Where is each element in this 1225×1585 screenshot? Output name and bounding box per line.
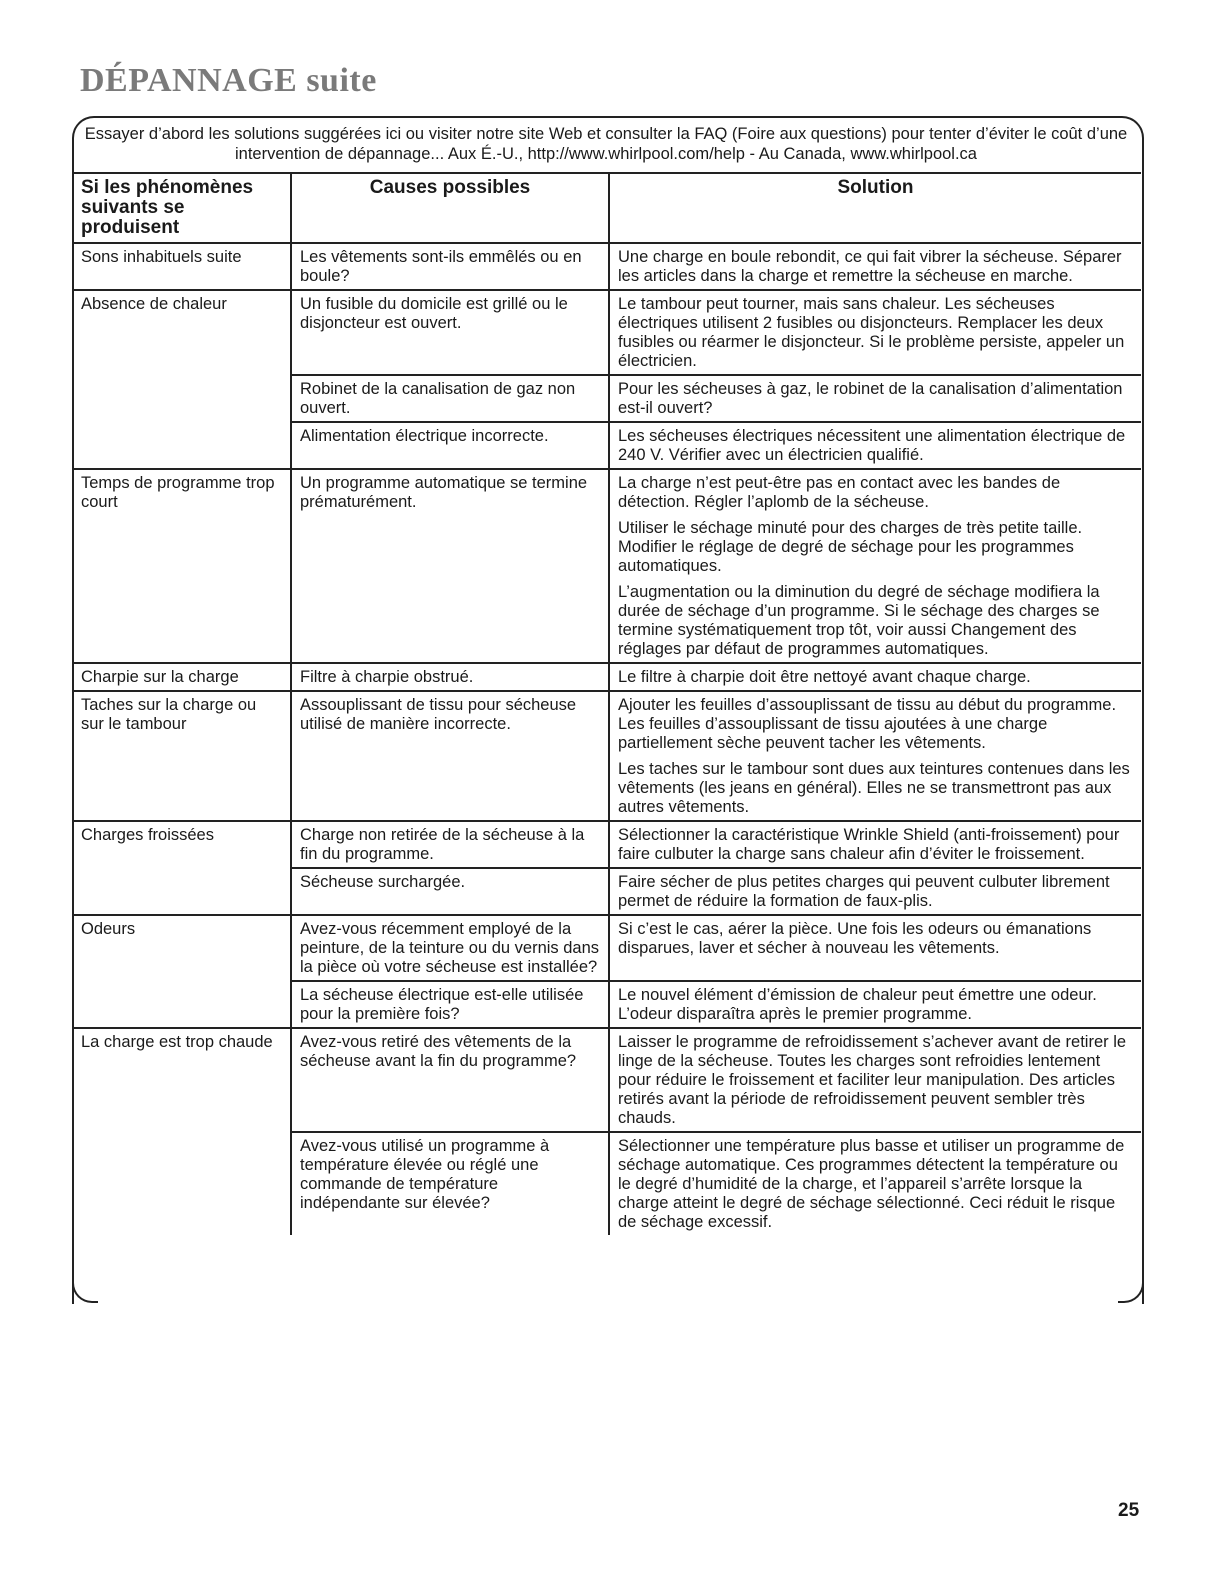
cause-cell: Assouplissant de tissu pour sécheuse utilisé de manière incorrecte. <box>291 691 609 821</box>
table-row <box>73 691 1141 821</box>
cause-cell: Filtre à charpie obstrué. <box>291 663 609 691</box>
solution-paragraph: Si c’est le cas, aérer la pièce. Une fois les odeurs ou émanations disparues, laver et sécher à nouveau les vêtements. <box>618 920 1092 957</box>
table-row <box>73 290 1141 375</box>
symptom-cell: Charges froissées <box>73 821 291 915</box>
table-row <box>73 821 1141 868</box>
table-row <box>73 1028 1141 1132</box>
page-title: DÉPANNAGE suite <box>80 62 377 99</box>
cause-cell: Avez-vous récemment employé de la peinture, de la teinture ou du vernis dans la pièce où votre sécheuse est installée? <box>291 915 609 981</box>
solution-paragraph: La charge n’est peut-être pas en contact avec les bandes de détection. Régler l’aplomb de la sécheuse. <box>618 474 1061 511</box>
solution-paragraph: Utiliser le séchage minuté pour des charges de très petite taille. Modifier le réglage de degré de séchage pour les programmes automatiques. <box>618 519 1083 575</box>
symptom-cell: La charge est trop chaude <box>73 1028 291 1235</box>
solution-paragraph: L’augmentation ou la diminution du degré de séchage modifiera la durée de séchage d’un programme. Si le séchage des charges se termine systématiquement trop tôt, voir aussi Changement des réglages par défaut de programmes automatiques. <box>618 583 1100 658</box>
cause-cell: Un programme automatique se termine prématurément. <box>291 469 609 663</box>
table-row <box>73 663 1141 691</box>
symptom-cell: Charpie sur la charge <box>73 663 291 691</box>
solution-paragraph: Le filtre à charpie doit être nettoyé avant chaque charge. <box>618 668 1031 686</box>
table-row <box>73 469 1141 663</box>
cause-cell: La sécheuse électrique est-elle utilisée pour la première fois? <box>291 981 609 1028</box>
solution-paragraph: Les sécheuses électriques nécessitent une alimentation électrique de 240 V. Vérifier avec un électricien qualifié. <box>618 427 1126 464</box>
header-solution: Solution <box>609 173 1141 243</box>
solution-cell <box>609 290 1141 375</box>
solution-paragraph: Le nouvel élément d’émission de chaleur peut émettre une odeur. L’odeur disparaîtra après le premier programme. <box>618 986 1097 1023</box>
solution-paragraph: Ajouter les feuilles d’assouplissant de tissu au début du programme. Les feuilles d’assouplissant de tissu ajoutées à une charge partiellement sèche peuvent tacher les vêtements. <box>618 696 1117 752</box>
solution-cell <box>609 469 1141 663</box>
solution-cell <box>609 915 1141 981</box>
table-row <box>73 915 1141 981</box>
symptom-cell: Absence de chaleur <box>73 290 291 469</box>
solution-paragraph: Une charge en boule rebondit, ce qui fait vibrer la sécheuse. Séparer les articles dans la charge et remettre la sécheuse en marche. <box>618 248 1122 285</box>
cause-cell: Un fusible du domicile est grillé ou le disjoncteur est ouvert. <box>291 290 609 375</box>
page-number: 25 <box>1118 1500 1140 1521</box>
solution-paragraph: Faire sécher de plus petites charges qui peuvent culbuter librement permet de réduire la formation de faux-plis. <box>618 873 1110 910</box>
cause-cell: Charge non retirée de la sécheuse à la fin du programme. <box>291 821 609 868</box>
cause-cell: Les vêtements sont-ils emmêlés ou en boule? <box>291 243 609 290</box>
cause-cell: Robinet de la canalisation de gaz non ouvert. <box>291 375 609 422</box>
solution-paragraph: Le tambour peut tourner, mais sans chaleur. Les sécheuses électriques utilisent 2 fusibles ou disjoncteurs. Remplacer les deux fusibles ou réarmer le disjoncteur. Si le problème persiste, appeler un électricien. <box>618 295 1125 370</box>
table-row <box>73 243 1141 290</box>
table-body <box>73 243 1141 1235</box>
table-header-row <box>73 173 1141 243</box>
solution-paragraph: Pour les sécheuses à gaz, le robinet de la canalisation d’alimentation est-il ouvert? <box>618 380 1123 417</box>
header-symptom: Si les phénomènes suivants se produisent <box>73 173 291 243</box>
cause-cell: Sécheuse surchargée. <box>291 868 609 915</box>
symptom-cell: Taches sur la charge ou sur le tambour <box>73 691 291 821</box>
solution-cell <box>609 981 1141 1028</box>
cause-cell: Avez-vous retiré des vêtements de la sécheuse avant la fin du programme? <box>291 1028 609 1132</box>
cause-cell: Alimentation électrique incorrecte. <box>291 422 609 469</box>
symptom-cell: Sons inhabituels suite <box>73 243 291 290</box>
solution-paragraph: Les taches sur le tambour sont dues aux teintures contenues dans les vêtements (les jeans en général). Elles ne se transmettront pas aux autres vêtements. <box>618 760 1130 816</box>
symptom-cell: Temps de programme trop court <box>73 469 291 663</box>
solution-cell <box>609 243 1141 290</box>
solution-paragraph: Sélectionner une température plus basse et utiliser un programme de séchage automatique. Ces programmes détectent la température ou le degré d’humidité de la charge, et l’appareil s’arrête lorsque la charge atteint le degré de séchage sélectionné. Ceci réduit le risque de séchage excessif. <box>618 1137 1125 1231</box>
solution-cell <box>609 422 1141 469</box>
solution-cell <box>609 1028 1141 1132</box>
solution-paragraph: Laisser le programme de refroidissement s’achever avant de retirer le linge de la sécheuse. Toutes les charges sont refroidies lentement pour réduire le froissement et faciliter leur manipulation. Des articles retirés avant la période de refroidissement peuvent sembler très chauds. <box>618 1033 1127 1127</box>
solution-cell <box>609 375 1141 422</box>
troubleshooting-table <box>73 172 1141 1235</box>
solution-cell <box>609 1132 1141 1235</box>
solution-cell <box>609 691 1141 821</box>
header-causes: Causes possibles <box>291 173 609 243</box>
intro-text: Essayer d’abord les solutions suggérées ici ou visiter notre site Web et consulter la FAQ (Foire aux questions) pour tenter d’éviter le coût d’une intervention de dépannage... Aux É.-U., http://www.whirlpool.com/help - Au Canada, www.whirlpool.ca <box>84 125 1128 163</box>
cause-cell: Avez-vous utilisé un programme à température élevée ou réglé une commande de température indépendante sur élevée? <box>291 1132 609 1235</box>
solution-cell <box>609 868 1141 915</box>
solution-cell <box>609 821 1141 868</box>
solution-paragraph: Sélectionner la caractéristique Wrinkle Shield (anti-froissement) pour faire culbuter la charge sans chaleur afin d’éviter le froissement. <box>618 826 1120 863</box>
solution-cell <box>609 663 1141 691</box>
symptom-cell: Odeurs <box>73 915 291 1028</box>
